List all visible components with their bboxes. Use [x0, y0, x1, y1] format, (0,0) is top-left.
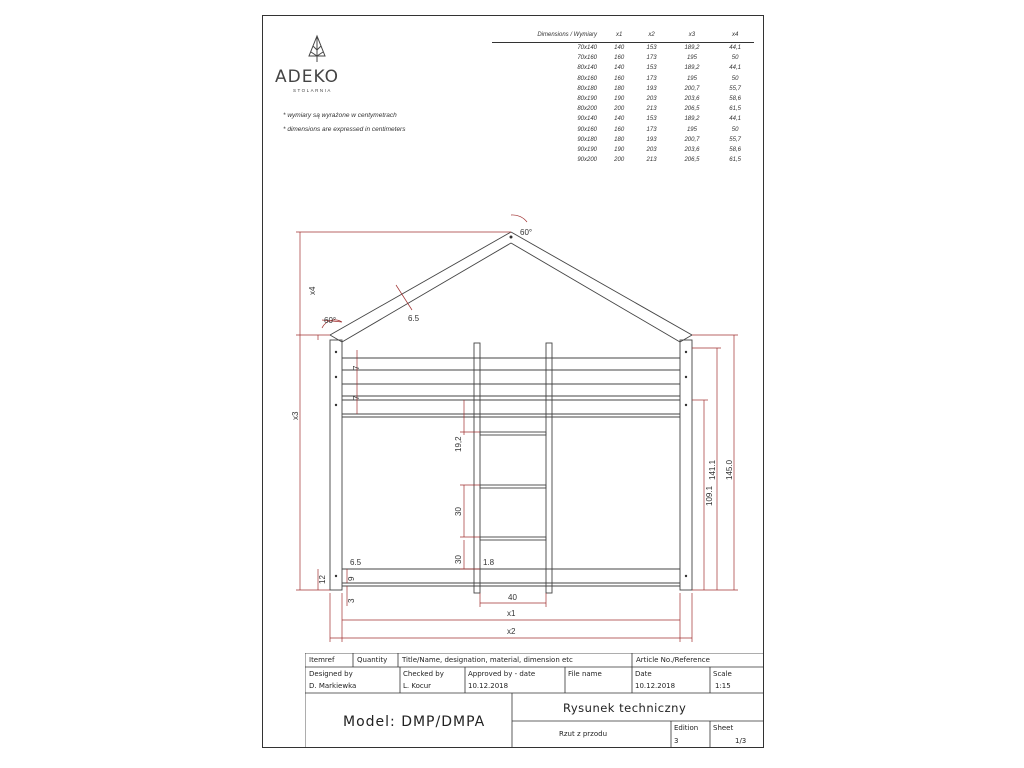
dimension-value-cell: 190: [614, 96, 625, 103]
dimension-value-cell: 180: [614, 85, 625, 92]
tb-article-label: Article No./Reference: [636, 656, 710, 664]
dimension-value-cell: 195: [686, 55, 697, 62]
table-row: [492, 94, 754, 104]
table-row: [492, 145, 754, 155]
dimension-size-cell: 80x180: [577, 85, 597, 92]
header-x3: x3: [668, 27, 717, 43]
label-base-12: 12: [318, 575, 327, 584]
dimensions-table: [492, 27, 754, 165]
dimension-size-cell: 80x160: [577, 75, 597, 82]
dimension-value-cell: 203,6: [684, 146, 700, 153]
table-row: [492, 63, 754, 73]
header-x2: x2: [635, 27, 667, 43]
dimension-value-cell: 195: [686, 126, 697, 133]
dimension-size-cell: 80x140: [577, 65, 597, 72]
label-h-1091: 109.1: [705, 485, 714, 506]
tb-scale: 1:15: [715, 682, 731, 690]
label-x1: x1: [507, 609, 516, 618]
tb-file-name-label: File name: [568, 670, 602, 678]
label-h-1450: 145.0: [725, 459, 734, 480]
dimension-size-cell: 90x200: [577, 157, 597, 164]
label-rail-gap-2: 7: [352, 395, 361, 400]
dimension-size-cell: 70x140: [577, 45, 597, 52]
dimension-value-cell: 173: [646, 126, 657, 133]
header-x1: x1: [603, 27, 635, 43]
dimension-value-cell: 200: [614, 157, 625, 164]
tb-scale-label: Scale: [713, 670, 732, 678]
header-dimensions: Dimensions / Wymiary: [492, 27, 603, 43]
dimension-value-cell: 203: [646, 96, 657, 103]
tb-sheet-label: Sheet: [713, 724, 734, 732]
header-x4: x4: [716, 27, 754, 43]
title-block: [305, 653, 764, 748]
dimension-value-cell: 153: [646, 65, 657, 72]
tb-itemref: Itemref: [309, 656, 335, 664]
tb-view: Rzut z przodu: [559, 730, 608, 738]
label-rail-gap-1: 7: [352, 365, 361, 370]
dimension-value-cell: 55,7: [729, 136, 741, 143]
dimension-value-cell: 44,1: [729, 45, 741, 52]
label-h-1411: 141.1: [708, 459, 717, 480]
brand-name: ADEKO: [275, 67, 340, 87]
dimension-value-cell: 193: [646, 136, 657, 143]
table-row: [492, 125, 754, 135]
dimension-size-cell: 70x160: [577, 55, 597, 62]
dimension-value-cell: 173: [646, 75, 657, 82]
dimension-value-cell: 200: [614, 106, 625, 113]
roof-left-inner: [342, 243, 511, 342]
label-ladder-rail: 1.8: [483, 558, 495, 567]
dimension-value-cell: 50: [731, 55, 739, 62]
dimension-value-cell: 213: [646, 157, 657, 164]
tb-checked-by: L. Kocur: [403, 682, 432, 690]
dimension-value-cell: 50: [731, 126, 739, 133]
dimension-value-cell: 206,5: [684, 106, 700, 113]
table-row: [492, 155, 754, 165]
dimension-size-cell: 80x200: [577, 106, 597, 113]
tb-model: Model: DMP/DMPA: [343, 714, 486, 730]
tb-date: 10.12.2018: [635, 682, 676, 690]
roof-left-outer: [330, 232, 511, 335]
tb-checked-by-label: Checked by: [403, 670, 444, 678]
dimension-value-cell: 180: [614, 136, 625, 143]
dimension-value-cell: 200,7: [684, 85, 700, 92]
dimension-value-cell: 200,7: [684, 136, 700, 143]
tb-quantity: Quantity: [357, 656, 388, 664]
dimension-value-cell: 61,5: [729, 106, 741, 113]
dimension-value-cell: 195: [686, 75, 697, 82]
ladder-right-rail: [546, 343, 552, 593]
tb-sheet: 1/3: [735, 737, 747, 745]
dimension-size-cell: 90x160: [577, 126, 597, 133]
label-x4: x4: [308, 286, 317, 295]
label-x3: x3: [291, 411, 300, 420]
tb-title-label: Title/Name, designation, material, dimension etc: [402, 656, 573, 664]
dimension-value-cell: 50: [731, 75, 739, 82]
dimension-value-cell: 203,6: [684, 96, 700, 103]
table-row: [492, 84, 754, 94]
tb-approved-label: Approved by - date: [468, 670, 536, 678]
dimension-value-cell: 189,2: [684, 45, 700, 52]
dimension-value-cell: 58,6: [729, 146, 741, 153]
dimension-value-cell: 44,1: [729, 65, 741, 72]
table-row: [492, 135, 754, 145]
tb-date-label: Date: [635, 670, 652, 678]
dimension-size-cell: 80x190: [577, 96, 597, 103]
dimension-value-cell: 173: [646, 55, 657, 62]
dimension-value-cell: 160: [614, 55, 625, 62]
note-pl: * wymiary są wyrażone w centymetrach: [283, 112, 397, 119]
dimension-value-cell: 189,2: [684, 116, 700, 123]
label-angle-top: 60°: [520, 228, 533, 237]
tb-approved-date: 10.12.2018: [468, 682, 509, 690]
brand-subtitle: STOLARNIA: [293, 88, 332, 93]
roof-right-inner: [511, 243, 680, 342]
dimension-size-cell: 90x140: [577, 116, 597, 123]
label-x2: x2: [507, 627, 516, 636]
table-row: [492, 43, 754, 54]
label-step-3: 30: [454, 555, 463, 564]
label-ladder-width: 40: [508, 593, 517, 602]
dimension-value-cell: 58,6: [729, 96, 741, 103]
tb-edition-label: Edition: [674, 724, 699, 732]
dimension-value-cell: 153: [646, 116, 657, 123]
table-row: [492, 104, 754, 114]
dimension-value-cell: 160: [614, 75, 625, 82]
table-row: [492, 74, 754, 84]
dimension-value-cell: 44,1: [729, 116, 741, 123]
dimension-value-cell: 55,7: [729, 85, 741, 92]
dimension-value-cell: 203: [646, 146, 657, 153]
dimension-value-cell: 61,5: [729, 157, 741, 164]
label-post-width: 6.5: [350, 558, 362, 567]
label-roof-thickness: 6.5: [408, 314, 420, 323]
roof-right-outer: [511, 232, 692, 335]
table-row: [492, 53, 754, 63]
dimension-value-cell: 190: [614, 146, 625, 153]
dimension-value-cell: 140: [614, 65, 625, 72]
dimension-value-cell: 153: [646, 45, 657, 52]
table-header-row: [492, 27, 754, 43]
dimension-value-cell: 213: [646, 106, 657, 113]
dimension-value-cell: 189,2: [684, 65, 700, 72]
note-en: * dimensions are expressed in centimeters: [283, 126, 406, 133]
dimension-value-cell: 140: [614, 116, 625, 123]
dimension-value-cell: 160: [614, 126, 625, 133]
dimension-size-cell: 90x180: [577, 136, 597, 143]
label-step-1: 19,2: [454, 436, 463, 452]
label-step-2: 30: [454, 507, 463, 516]
label-base-3: 3: [347, 598, 356, 603]
tb-designed-by: D. Markiewka: [309, 682, 357, 690]
front-view-drawing: [262, 210, 764, 650]
dimension-size-cell: 90x190: [577, 146, 597, 153]
table-row: [492, 114, 754, 124]
label-base-9: 9: [347, 576, 356, 581]
dimension-value-cell: 206,5: [684, 157, 700, 164]
ladder-left-rail: [474, 343, 480, 593]
tb-drawing-type: Rysunek techniczny: [563, 701, 687, 715]
tb-designed-by-label: Designed by: [309, 670, 353, 678]
label-angle-left: 60°: [324, 316, 337, 325]
table-body: [492, 43, 754, 166]
dimension-value-cell: 193: [646, 85, 657, 92]
dimension-value-cell: 140: [614, 45, 625, 52]
tb-edition: 3: [674, 737, 679, 745]
